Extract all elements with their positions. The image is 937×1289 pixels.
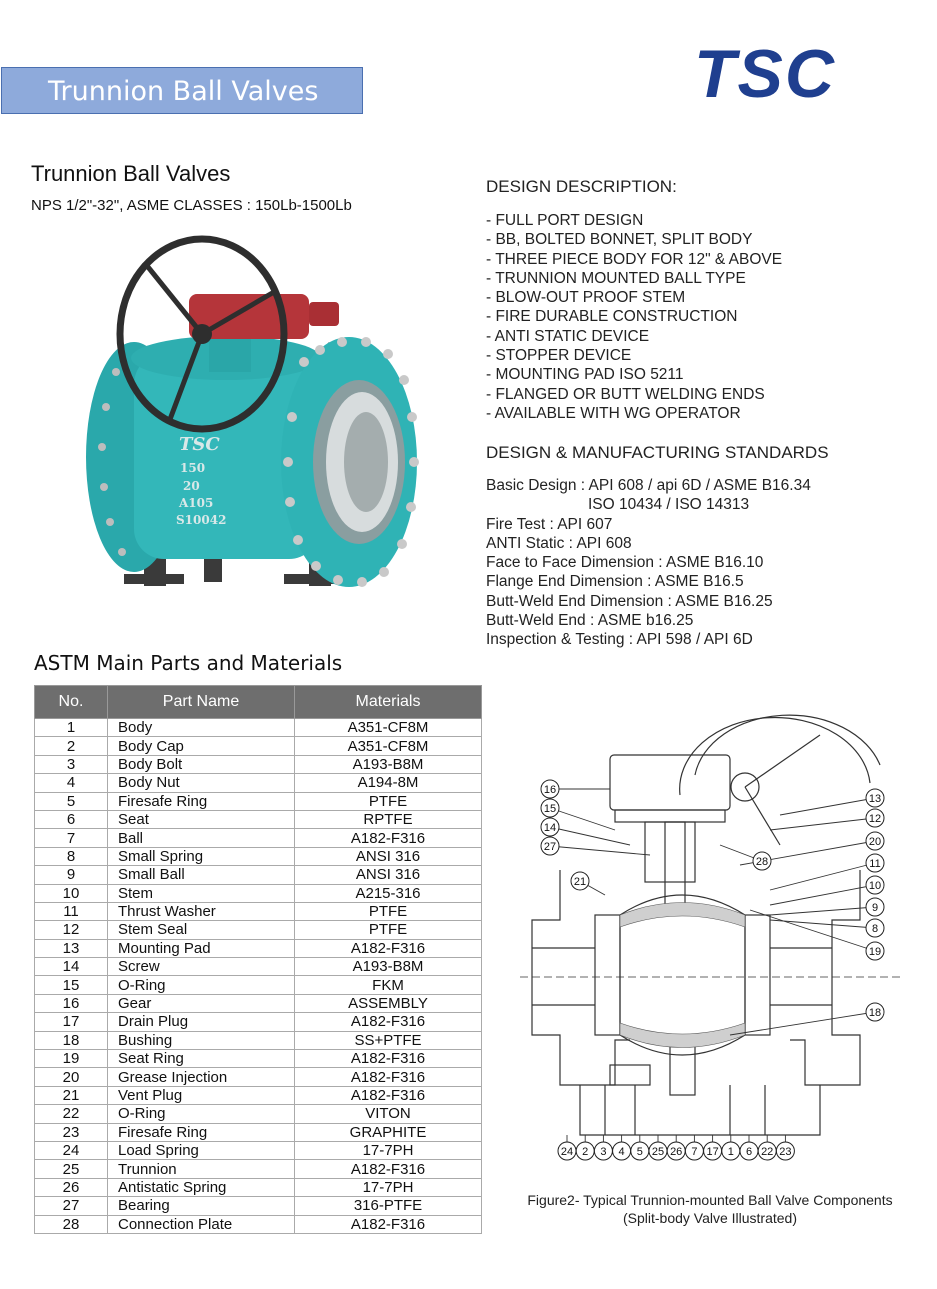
table-row xyxy=(35,829,482,847)
callout-label: 18 xyxy=(868,1007,882,1019)
design-item: - MOUNTING PAD ISO 5211 xyxy=(486,366,684,384)
part-name-cell: Firesafe Ring xyxy=(108,792,295,810)
material-cell: A182-F316 xyxy=(295,1215,482,1233)
parts-table-title: ASTM Main Parts and Materials xyxy=(34,651,343,675)
material-cell: A182-F316 xyxy=(295,1086,482,1104)
material-cell: A182-F316 xyxy=(295,1013,482,1031)
part-name-cell: O-Ring xyxy=(108,976,295,994)
callout-label: 27 xyxy=(543,841,557,853)
material-cell: A351-CF8M xyxy=(295,737,482,755)
table-row xyxy=(35,939,482,957)
design-item: - TRUNNION MOUNTED BALL TYPE xyxy=(486,269,746,287)
callout-leader xyxy=(770,818,875,830)
table-row xyxy=(35,774,482,792)
part-name-cell: Body Bolt xyxy=(108,755,295,773)
design-item: - BB, BOLTED BONNET, SPLIT BODY xyxy=(486,231,753,249)
material-cell: A194-8M xyxy=(295,774,482,792)
callout-label: 14 xyxy=(543,822,557,834)
material-cell: A351-CF8M xyxy=(295,719,482,737)
callout-label: 10 xyxy=(868,880,882,892)
part-number-cell: 20 xyxy=(35,1068,108,1086)
callout-leader xyxy=(770,920,875,928)
part-number-cell: 23 xyxy=(35,1123,108,1141)
marking-material: A105 xyxy=(179,496,214,510)
material-cell: FKM xyxy=(295,976,482,994)
material-cell: A182-F316 xyxy=(295,829,482,847)
table-row xyxy=(35,1197,482,1215)
callout-label: 6 xyxy=(745,1146,753,1158)
callout-leader xyxy=(750,910,875,951)
callout-leader xyxy=(550,846,650,855)
design-item: - AVAILABLE WITH WG OPERATOR xyxy=(486,404,741,422)
material-cell: PTFE xyxy=(295,902,482,920)
part-name-cell: Drain Plug xyxy=(108,1013,295,1031)
callout-label: 1 xyxy=(727,1146,734,1158)
table-row xyxy=(35,1013,482,1031)
design-item: - ANTI STATIC DEVICE xyxy=(486,327,650,345)
part-name-cell: Bushing xyxy=(108,1031,295,1049)
callout-label: 8 xyxy=(871,923,879,935)
material-cell: SS+PTFE xyxy=(295,1031,482,1049)
material-cell: ASSEMBLY xyxy=(295,994,482,1012)
tsc-logo: TSC xyxy=(694,36,836,112)
title-banner xyxy=(1,67,363,114)
part-name-cell: Stem Seal xyxy=(108,921,295,939)
table-row xyxy=(35,1160,482,1178)
parts-table-body xyxy=(35,719,482,1234)
material-cell: A193-B8M xyxy=(295,755,482,773)
callout-label: 16 xyxy=(543,784,557,796)
material-cell: A182-F316 xyxy=(295,1160,482,1178)
part-name-cell: Firesafe Ring xyxy=(108,1123,295,1141)
part-number-cell: 11 xyxy=(35,902,108,920)
part-number-cell: 5 xyxy=(35,792,108,810)
part-number-cell: 18 xyxy=(35,1031,108,1049)
table-row xyxy=(35,866,482,884)
callout-label: 2 xyxy=(582,1146,589,1158)
table-row xyxy=(35,1031,482,1049)
part-number-cell: 26 xyxy=(35,1178,108,1196)
material-cell: ANSI 316 xyxy=(295,847,482,865)
part-name-cell: Small Spring xyxy=(108,847,295,865)
part-number-cell: 1 xyxy=(35,719,108,737)
part-number-cell: 27 xyxy=(35,1197,108,1215)
part-number-cell: 10 xyxy=(35,884,108,902)
valve-image xyxy=(84,222,424,602)
part-name-cell: Antistatic Spring xyxy=(108,1178,295,1196)
figure-caption xyxy=(502,1191,918,1227)
banner-title: Trunnion Ball Valves xyxy=(48,76,319,107)
callout-label: 19 xyxy=(868,946,882,958)
callout-leader xyxy=(550,827,630,845)
part-name-cell: Grease Injection xyxy=(108,1068,295,1086)
header-no: No. xyxy=(35,686,108,719)
part-name-cell: Body xyxy=(108,719,295,737)
material-cell: 17-7PH xyxy=(295,1178,482,1196)
table-row xyxy=(35,902,482,920)
part-name-cell: Connection Plate xyxy=(108,1215,295,1233)
callout-label: 21 xyxy=(573,876,587,888)
callout-leader xyxy=(730,1012,875,1035)
table-row xyxy=(35,737,482,755)
part-name-cell: O-Ring xyxy=(108,1105,295,1123)
standard-line: Basic Design : API 608 / api 6D / ASME B16.34 xyxy=(486,477,811,494)
part-name-cell: Seat xyxy=(108,810,295,828)
part-number-cell: 8 xyxy=(35,847,108,865)
standards-title: DESIGN & MANUFACTURING STANDARDS xyxy=(486,443,829,462)
part-number-cell: 25 xyxy=(35,1160,108,1178)
part-number-cell: 14 xyxy=(35,958,108,976)
part-name-cell: Mounting Pad xyxy=(108,939,295,957)
table-row xyxy=(35,1215,482,1233)
part-name-cell: Load Spring xyxy=(108,1141,295,1159)
table-row xyxy=(35,719,482,737)
table-row xyxy=(35,994,482,1012)
table-row xyxy=(35,792,482,810)
material-cell: VITON xyxy=(295,1105,482,1123)
design-item: - FIRE DURABLE CONSTRUCTION xyxy=(486,308,738,326)
material-cell: A182-F316 xyxy=(295,939,482,957)
part-number-cell: 7 xyxy=(35,829,108,847)
marking-brand: TSC xyxy=(179,434,220,455)
material-cell: A193-B8M xyxy=(295,958,482,976)
callout-label: 5 xyxy=(636,1146,643,1158)
design-item: - STOPPER DEVICE xyxy=(486,347,632,365)
design-description-list xyxy=(486,211,782,423)
figure-caption-line2: (Split-body Valve Illustrated) xyxy=(622,1210,798,1226)
callout-label: 13 xyxy=(868,793,882,805)
marking-class: 150 xyxy=(180,461,206,475)
parts-table xyxy=(34,685,482,1234)
callout-leader xyxy=(770,863,875,890)
part-number-cell: 15 xyxy=(35,976,108,994)
callout-leader xyxy=(770,907,875,915)
design-item: - BLOW-OUT PROOF STEM xyxy=(486,289,686,307)
material-cell: 17-7PH xyxy=(295,1141,482,1159)
design-item: - FULL PORT DESIGN xyxy=(486,212,644,229)
standard-line: Butt-Weld End Dimension : ASME B16.25 xyxy=(486,592,773,610)
callout-label: 15 xyxy=(543,803,557,815)
table-row xyxy=(35,884,482,902)
header-part-name: Part Name xyxy=(108,686,295,719)
callout-label: 28 xyxy=(755,856,769,868)
part-name-cell: Body Cap xyxy=(108,737,295,755)
part-number-cell: 4 xyxy=(35,774,108,792)
table-row xyxy=(35,810,482,828)
table-row xyxy=(35,1050,482,1068)
part-number-cell: 24 xyxy=(35,1141,108,1159)
parts-table-header xyxy=(35,686,482,719)
callout-leader xyxy=(780,798,875,815)
table-row xyxy=(35,1123,482,1141)
callout-label: 22 xyxy=(761,1146,774,1158)
table-row xyxy=(35,755,482,773)
standard-line: ISO 10434 / ISO 14313 xyxy=(588,496,750,514)
standard-line: Inspection & Testing : API 598 / API 6D xyxy=(486,631,753,649)
callout-label: 7 xyxy=(691,1146,698,1158)
part-name-cell: Gear xyxy=(108,994,295,1012)
table-row xyxy=(35,1178,482,1196)
table-row xyxy=(35,958,482,976)
design-item: - FLANGED OR BUTT WELDING ENDS xyxy=(486,385,765,403)
marking-serial: S10042 xyxy=(176,513,227,527)
table-row xyxy=(35,1141,482,1159)
standards-list xyxy=(486,476,811,650)
part-name-cell: Vent Plug xyxy=(108,1086,295,1104)
table-row xyxy=(35,1105,482,1123)
callout-label: 12 xyxy=(868,813,882,825)
material-cell: A182-F316 xyxy=(295,1068,482,1086)
standard-line: Flange End Dimension : ASME B16.5 xyxy=(486,573,744,591)
design-description-title: DESIGN DESCRIPTION: xyxy=(486,177,677,196)
callout-leader xyxy=(770,885,875,905)
callout-label: 3 xyxy=(600,1146,607,1158)
part-name-cell: Ball xyxy=(108,829,295,847)
part-name-cell: Seat Ring xyxy=(108,1050,295,1068)
part-number-cell: 28 xyxy=(35,1215,108,1233)
part-number-cell: 21 xyxy=(35,1086,108,1104)
standard-line: Fire Test : API 607 xyxy=(486,515,613,533)
table-row xyxy=(35,1086,482,1104)
table-row xyxy=(35,1068,482,1086)
callout-label: 26 xyxy=(670,1146,683,1158)
material-cell: RPTFE xyxy=(295,810,482,828)
callout-label: 25 xyxy=(651,1146,665,1158)
part-number-cell: 6 xyxy=(35,810,108,828)
part-number-cell: 13 xyxy=(35,939,108,957)
part-name-cell: Stem xyxy=(108,884,295,902)
figure-caption-line1: Figure2- Typical Trunnion-mounted Ball Valve Components xyxy=(527,1192,893,1208)
material-cell: GRAPHITE xyxy=(295,1123,482,1141)
part-number-cell: 12 xyxy=(35,921,108,939)
callout-label: 17 xyxy=(706,1146,719,1158)
material-cell: PTFE xyxy=(295,792,482,810)
part-number-cell: 22 xyxy=(35,1105,108,1123)
standard-line: Face to Face Dimension : ASME B16.10 xyxy=(486,554,764,572)
standard-line: Butt-Weld End : ASME b16.25 xyxy=(486,612,694,630)
callout-label: 9 xyxy=(871,902,879,914)
callout-label: 4 xyxy=(618,1146,625,1158)
callout-label: 23 xyxy=(779,1146,792,1158)
part-number-cell: 19 xyxy=(35,1050,108,1068)
part-name-cell: Screw xyxy=(108,958,295,976)
table-row xyxy=(35,847,482,865)
part-name-cell: Bearing xyxy=(108,1197,295,1215)
material-cell: 316-PTFE xyxy=(295,1197,482,1215)
callout-label: 11 xyxy=(869,858,881,870)
material-cell: A215-316 xyxy=(295,884,482,902)
product-subtitle: NPS 1/2"-32", ASME CLASSES : 150Lb-1500Lb xyxy=(31,197,352,214)
part-name-cell: Thrust Washer xyxy=(108,902,295,920)
part-number-cell: 17 xyxy=(35,1013,108,1031)
part-number-cell: 9 xyxy=(35,866,108,884)
part-number-cell: 16 xyxy=(35,994,108,1012)
material-cell: ANSI 316 xyxy=(295,866,482,884)
table-row xyxy=(35,976,482,994)
part-name-cell: Trunnion xyxy=(108,1160,295,1178)
callout-label: 24 xyxy=(560,1146,574,1158)
standard-line: ANTI Static : API 608 xyxy=(486,534,632,552)
product-title: Trunnion Ball Valves xyxy=(31,161,231,186)
part-name-cell: Small Ball xyxy=(108,866,295,884)
part-name-cell: Body Nut xyxy=(108,774,295,792)
header-materials: Materials xyxy=(295,686,482,719)
material-cell: A182-F316 xyxy=(295,1050,482,1068)
callout-leader xyxy=(550,808,615,830)
table-row xyxy=(35,921,482,939)
callout-label: 20 xyxy=(868,836,882,848)
material-cell: PTFE xyxy=(295,921,482,939)
design-item: - THREE PIECE BODY FOR 12" & ABOVE xyxy=(486,250,783,268)
marking-size: 20 xyxy=(183,479,200,493)
part-number-cell: 3 xyxy=(35,755,108,773)
valve-cross-section-figure xyxy=(520,705,900,1175)
part-number-cell: 2 xyxy=(35,737,108,755)
